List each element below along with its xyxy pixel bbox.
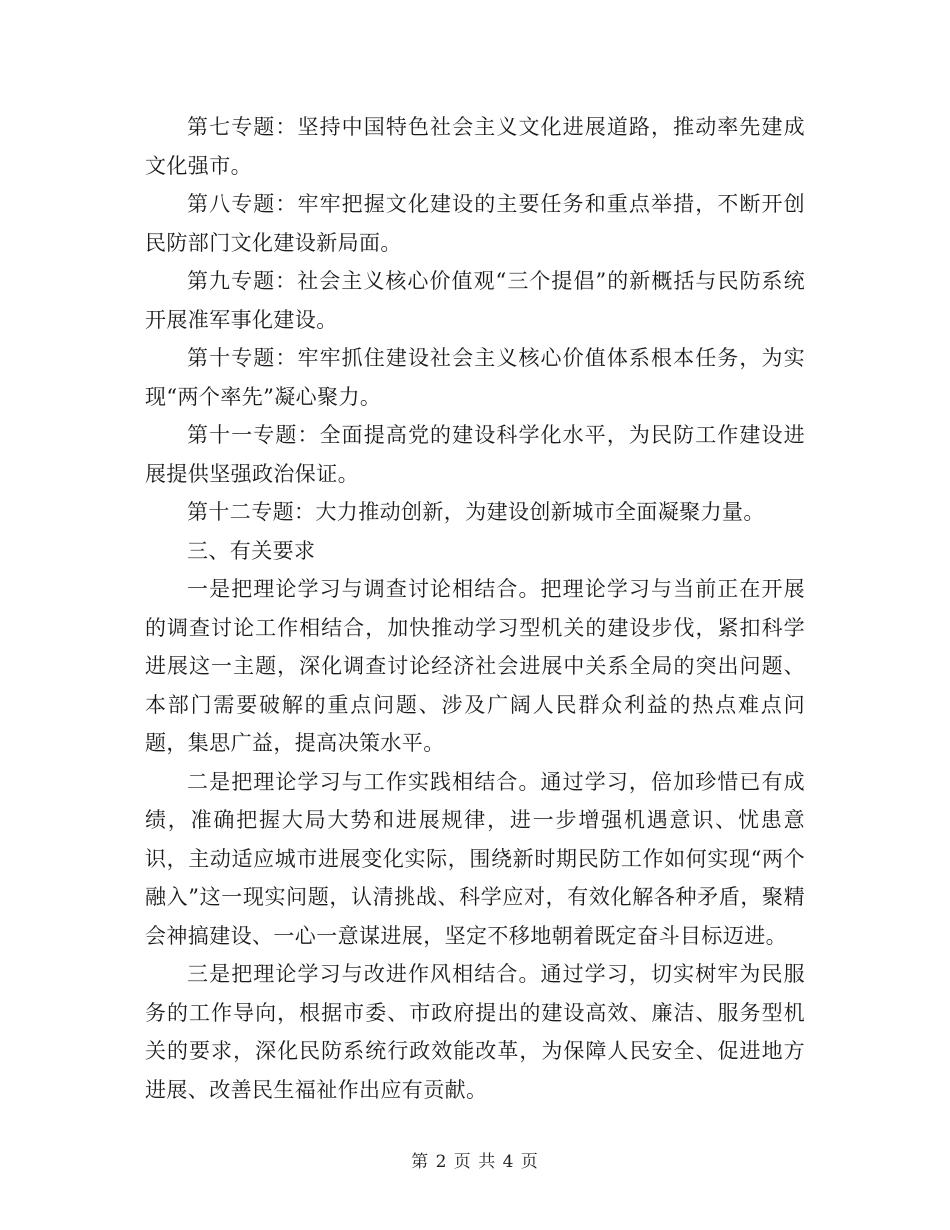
paragraph-topic-9: 第九专题：社会主义核心价值观“三个提倡”的新概括与民防系统开展准军事化建设。 [145, 269, 805, 332]
paragraph-topic-11: 第十一专题：全面提高党的建设科学化水平，为民防工作建设进展提供坚强政治保证。 [145, 423, 805, 486]
paragraph-topic-12: 第十二专题：大力推动创新，为建设创新城市全面凝聚力量。 [187, 500, 765, 524]
document-body [145, 108, 805, 1109]
paragraph-requirement-1: 一是把理论学习与调查讨论相结合。把理论学习与当前正在开展的调查讨论工作相结合，加快推动学习型机关的建设步伐，紧扣科学进展这一主题，深化调查讨论经济社会进展中关系全局的突出问题、本部门需要破解的重点问题、涉及广阔人民群众利益的热点难点问题，集思广益，提高决策水平。 [145, 577, 805, 755]
section-heading-requirements: 三、有关要求 [187, 538, 316, 563]
paragraph-topic-7: 第七专题：坚持中国特色社会主义文化进展道路，推动率先建成文化强市。 [145, 115, 805, 178]
paragraph-requirement-2: 二是把理论学习与工作实践相结合。通过学习，倍加珍惜已有成绩，准确把握大局大势和进展规律，进一步增强机遇意识、忧患意识，主动适应城市进展变化实际，围绕新时期民防工作如何实现“两个融入”这一现实问题，认清挑战、科学应对，有效化解各种矛盾，聚精会神搞建设、一心一意谋进展，坚定不移地朝着既定奋斗目标迈进。 [145, 769, 805, 948]
paragraph-topic-10: 第十专题：牢牢抓住建设社会主义核心价值体系根本任务，为实现“两个率先”凝心聚力。 [145, 346, 805, 409]
paragraph-requirement-3: 三是把理论学习与改进作风相结合。通过学习，切实树牢为民服务的工作导向，根据市委、市政府提出的建设高效、廉洁、服务型机关的要求，深化民防系统行政效能改革，为保障人民安全、促进地方进展、改善民生福祉作出应有贡献。 [145, 962, 805, 1102]
page-number-footer: 第 2 页 共 4 页 [411, 1152, 539, 1172]
paragraph-topic-8: 第八专题：牢牢把握文化建设的主要任务和重点举措，不断开创民防部门文化建设新局面。 [145, 192, 805, 255]
